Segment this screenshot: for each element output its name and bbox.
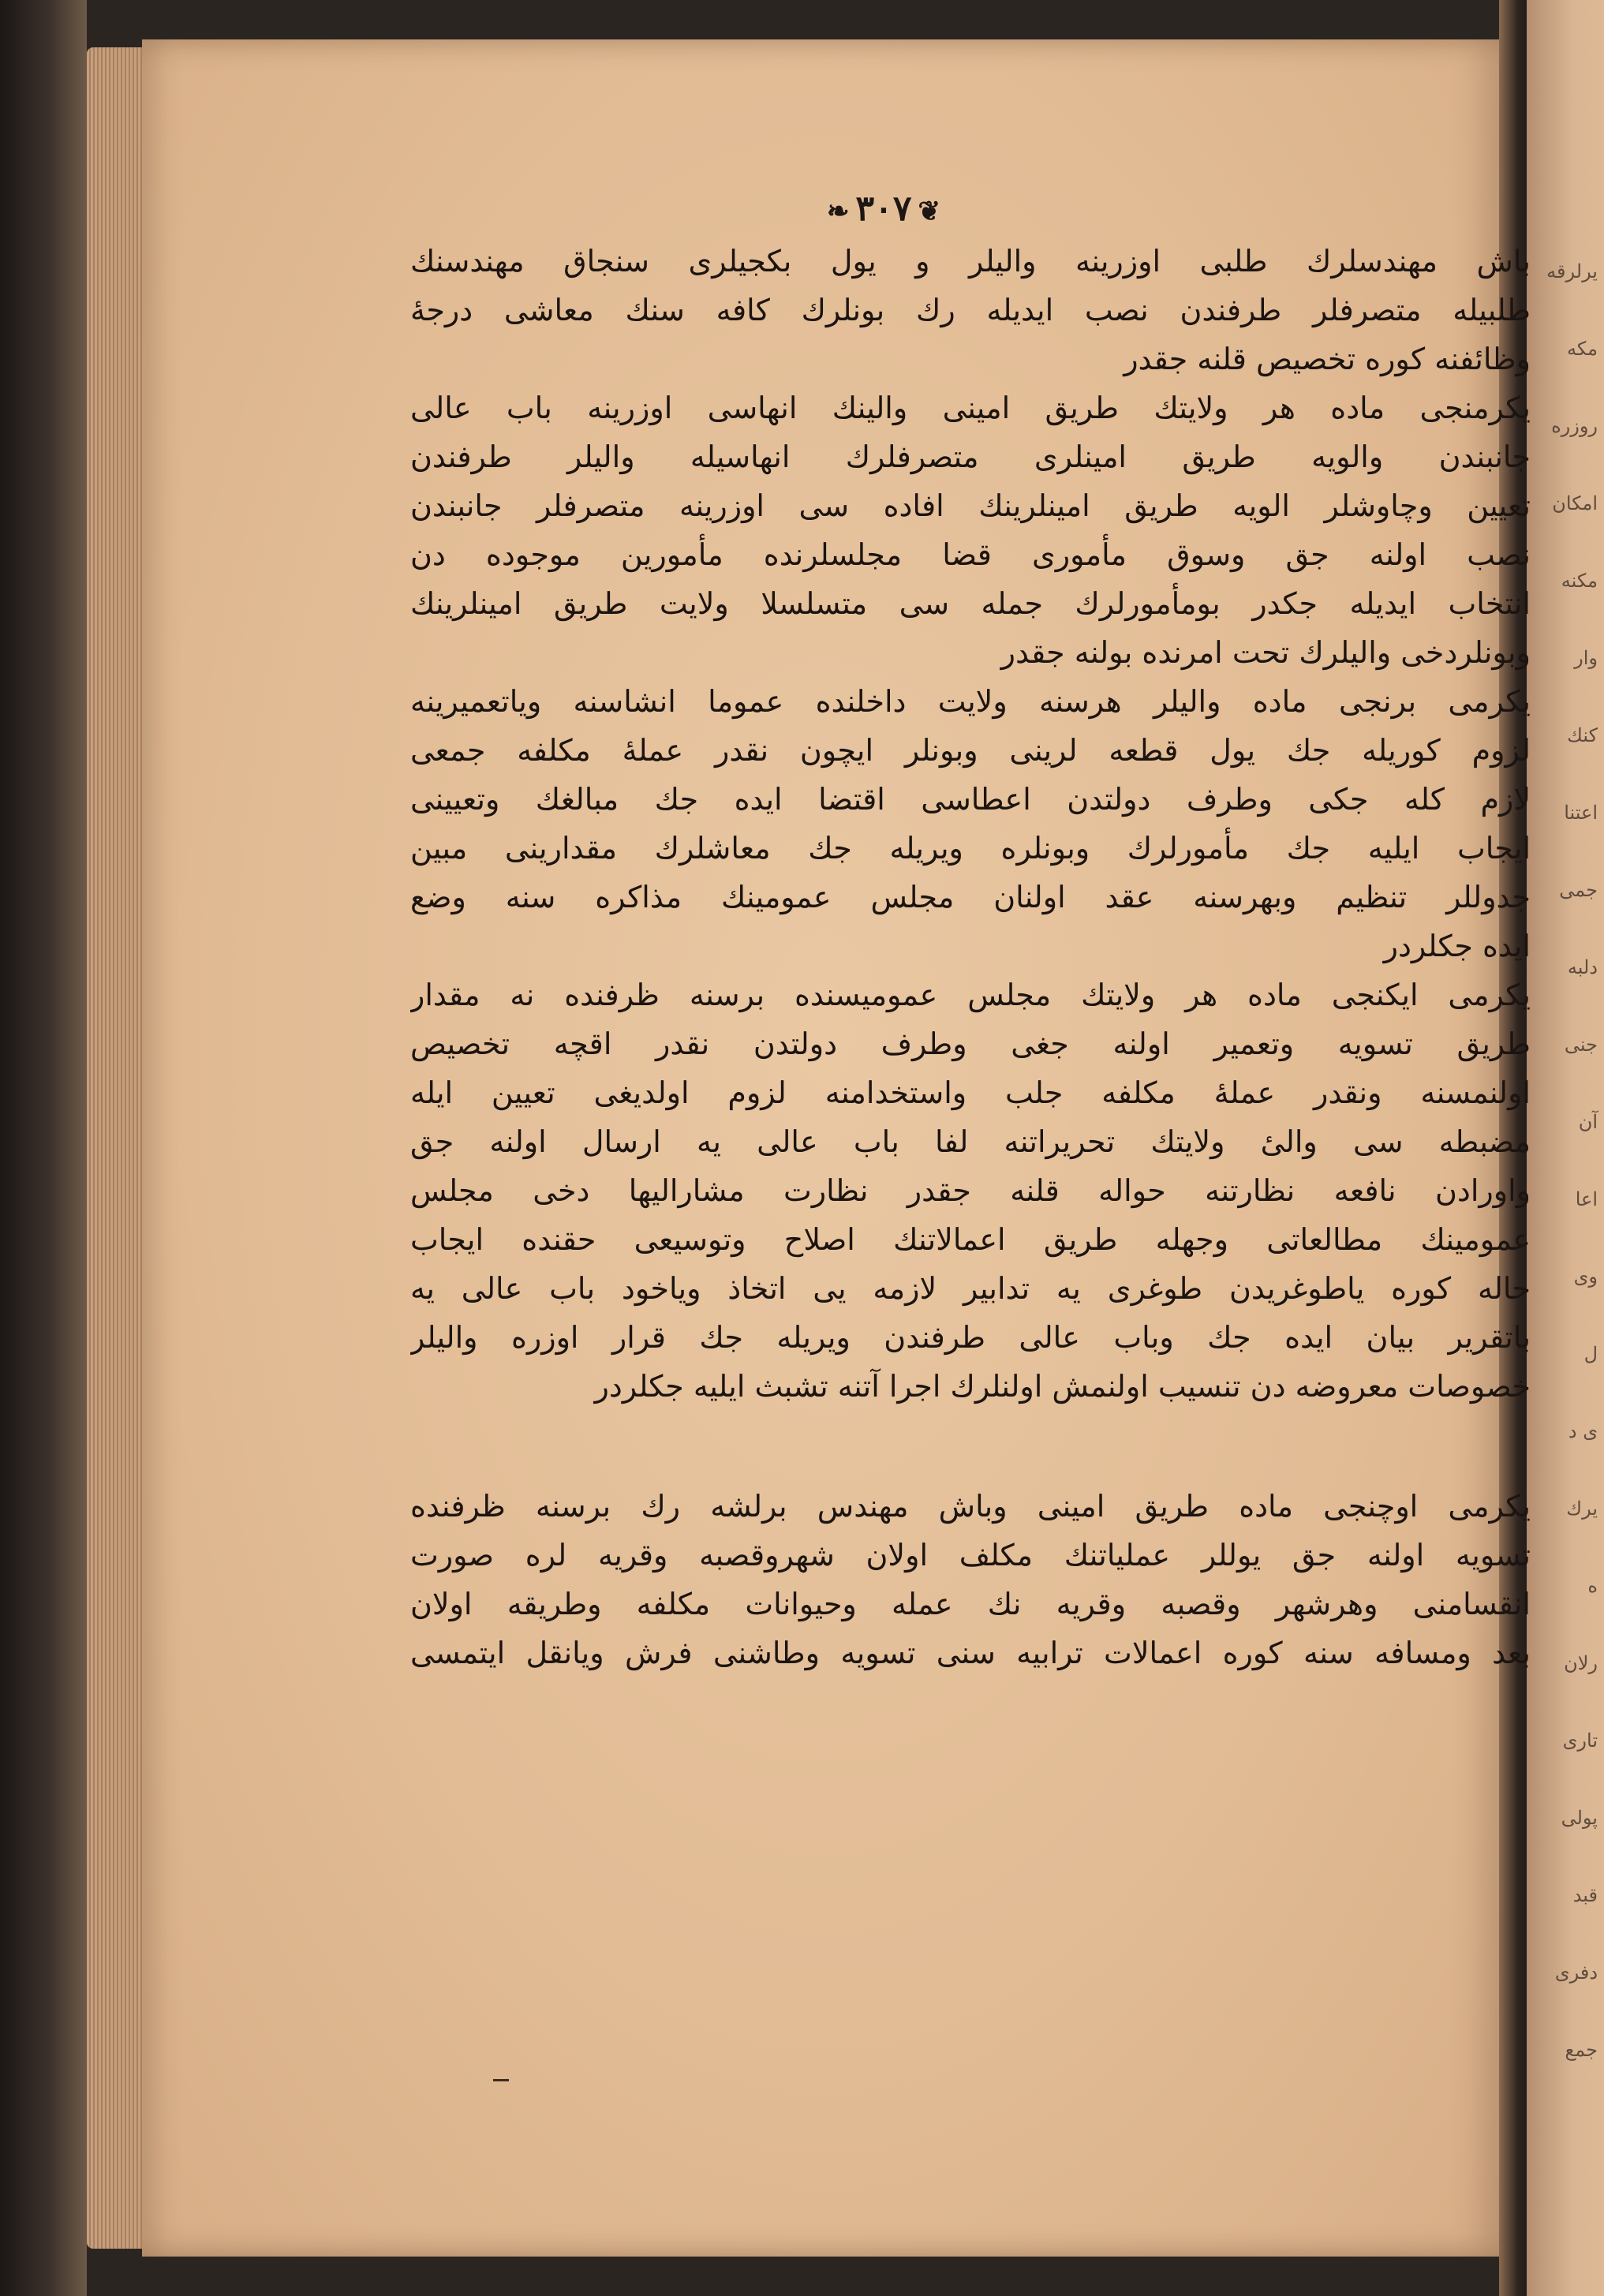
facing-page-fragment: وی <box>1573 1266 1598 1288</box>
text-line: مضبطه سی والیٔ ولایتك تحریراتنه لفا باب عالی یه ارسال اولنه جق <box>410 1124 1531 1159</box>
printer-mark <box>493 2079 509 2081</box>
text-line: لزوم كوریله جك یول قطعه لرینی وبونلر ایچون نقدر عملهٔ مكلفه جمعی <box>410 733 1531 768</box>
text-line: یكرمنجی ماده هر ولایتك طریق امینی والینك انهاسی اوزرینه باب عالی <box>410 391 1531 425</box>
page-number: ❦٣٠٧❧ <box>789 185 978 233</box>
facing-page-fragment: دفری <box>1554 1961 1598 1984</box>
text-line: جانبندن والویه طریق امینلری متصرفلرك انهاسیله والیلر طرفندن <box>410 439 1531 474</box>
text-line: لازم كله جكی وطرف دولتدن اعطاسی اقتضا ایده جك مبالغك وتعیینی <box>410 782 1531 817</box>
facing-page-fragment: پولی <box>1561 1807 1598 1829</box>
text-line: یكرمی برنجی ماده والیلر هرسنه ولایت داخلنده عموما انشاسنه ویاتعمیرینه <box>410 684 1531 719</box>
text-line: جدوللر تنظیم وبهرسنه عقد اولنان مجلس عمومینك مذاكره سنه وضع <box>410 880 1531 914</box>
page-edges <box>87 47 150 2249</box>
facing-page-fragment: جمع <box>1565 2039 1598 2061</box>
ornament-icon: ❧ <box>827 196 850 227</box>
facing-page-fragment: مكنه <box>1561 570 1598 592</box>
facing-page-fragment: اعتنا <box>1564 802 1598 824</box>
text-line: حاله كوره یاطوغریدن طوغری یه تدابیر لازمه یی اتخاذ ویاخود باب عالی یه <box>410 1271 1531 1306</box>
facing-page-fragment: قبد <box>1572 1884 1598 1906</box>
page-text <box>410 237 1531 1677</box>
facing-page-fragment: روزره <box>1551 415 1598 437</box>
text-line: انقسامنی وهرشهر وقصبه وقریه نك عمله وحیوانات مكلفه وطریقه اولان <box>410 1587 1531 1621</box>
facing-page-fragment: اعا <box>1575 1188 1598 1210</box>
facing-page-fragment: دلبه <box>1567 956 1598 978</box>
text-line: نصب اولنه جق وسوق مأموری قضا مجلسلرنده مأمورین موجوده دن <box>410 537 1531 572</box>
facing-page-fragment: ه <box>1587 1575 1598 1597</box>
book-spine <box>0 0 87 2296</box>
facing-page-fragment: وار <box>1574 647 1598 669</box>
text-line: تسویه اولنه جق یوللر عملیاتنك مكلف اولان شهروقصبه وقریه لره صورت <box>410 1538 1531 1572</box>
text-line: تعیین وچاوشلر الویه طریق امینلرینك افاده سی اوزرینه متصرفلر جانبندن <box>410 488 1531 523</box>
paragraph-gap <box>410 1411 1531 1482</box>
text-line: عمومینك مطالعاتی وجهله طریق اعمالاتنك اصلاح وتوسیعی حقنده ایجاب <box>410 1222 1531 1257</box>
facing-page-fragment: یرلرقه <box>1546 260 1598 282</box>
facing-page-fragment: جنی <box>1564 1034 1598 1056</box>
text-line: اولنمسنه ونقدر عملهٔ مكلفه جلب واستخدامنه لزوم اولدیغی تعیین ایله <box>410 1075 1531 1110</box>
facing-page-fragment: یرك <box>1566 1498 1598 1520</box>
facing-page-fragment: آن <box>1578 1111 1598 1133</box>
facing-page-fragment: جمی <box>1559 879 1598 901</box>
text-line: ایده جكلردر <box>1383 929 1531 963</box>
facing-page-fragment: كنك <box>1567 724 1598 746</box>
text-line: وظائفنه كوره تخصیص قلنه جقدر <box>1124 342 1531 376</box>
facing-page-fragment: ل <box>1583 1343 1598 1365</box>
text-line: باش مهندسلرك طلبی اوزرینه والیلر و یول بکجیلری سنجاق مهندسنك <box>410 244 1531 279</box>
text-line: طلبیله متصرفلر طرفندن نصب ایدیله رك بونلرك كافه سنك معاشی درجهٔ <box>410 293 1531 327</box>
facing-page-fragment: تاری <box>1562 1729 1598 1752</box>
facing-page-fragment: مكه <box>1567 338 1598 360</box>
text-line: طریق تسویه وتعمیر اولنه جغی وطرف دولتدن نقدر اقچه تخصیص <box>410 1026 1531 1061</box>
text-line: بعد ومسافه سنه كوره اعمالات ترابیه سنی تسویه وطاشنی فرش ویانقل ایتمسی <box>410 1636 1531 1670</box>
facing-page-fragment: امكان <box>1552 492 1598 514</box>
facing-page-edge <box>1527 0 1604 2296</box>
text-line: ایجاب ایلیه جك مأمورلرك وبونلره ویریله جك معاشلرك مقدارینی مبین <box>410 831 1531 866</box>
ornament-icon: ❦ <box>918 196 940 227</box>
text-line: یكرمی اوچنجی ماده طریق امینی وباش مهندس برلشه رك برسنه ظرفنده <box>410 1489 1531 1524</box>
text-line: واورادن نافعه نظارتنه حواله قلنه جقدر نظارت مشارالیها دخی مجلس <box>410 1173 1531 1208</box>
facing-page-fragment: ی د <box>1568 1420 1598 1442</box>
text-line: انتخاب ایدیله جكدر بومأمورلرك جمله سی متسلسلا ولایت طریق امینلرینك <box>410 586 1531 621</box>
text-line: وبونلردخی والیلرك تحت امرنده بولنه جقدر <box>1000 635 1531 670</box>
text-line: خصوصات معروضه دن تنسیب اولنمش اولنلرك اجرا آتنه تشبث ایلیه جكلردر <box>594 1369 1531 1404</box>
text-line: باتقریر بیان ایده جك وباب عالی طرفندن ویریله جك قرار اوزره والیلر <box>410 1320 1531 1355</box>
facing-page-fragment: رلان <box>1564 1652 1598 1674</box>
text-line: یكرمی ایكنجی ماده هر ولایتك مجلس عمومیسنده برسنه ظرفنده نه مقدار <box>410 978 1531 1012</box>
